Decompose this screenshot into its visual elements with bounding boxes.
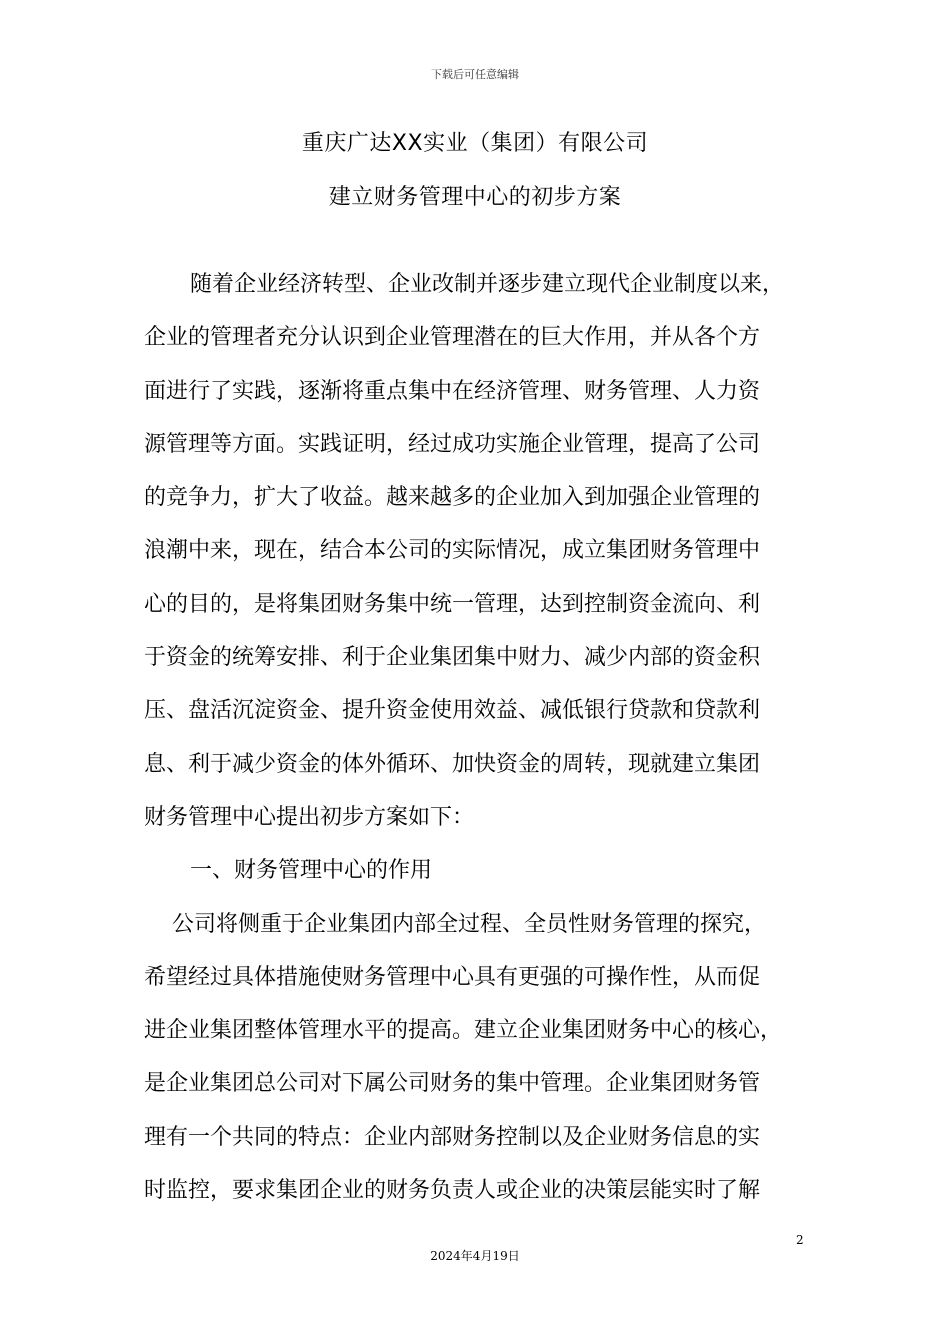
paragraph-line: 于资金的统筹安排、利于企业集团集中财力、减少内部的资金积 [144, 645, 761, 671]
paragraph-line: 企业的管理者充分认识到企业管理潜在的巨大作用，并从各个方 [144, 325, 761, 351]
page-number: 2 [796, 1233, 804, 1247]
paragraph-line: 压、盘活沉淀资金、提升资金使用效益、减低银行贷款和贷款利 [144, 698, 761, 724]
paragraph-line: 浪潮中来，现在，结合本公司的实际情况，成立集团财务管理中 [144, 538, 761, 564]
document-body [144, 258, 824, 1217]
paragraph-line: 心的目的，是将集团财务集中统一管理，达到控制资金流向、利 [144, 591, 761, 617]
paragraph-line: 随着企业经济转型、企业改制并逐步建立现代企业制度以来， [190, 272, 785, 297]
paragraph-line: 面进行了实践，逐渐将重点集中在经济管理、财务管理、人力资 [144, 378, 761, 404]
paragraph-line: 财务管理中心提出初步方案如下： [144, 804, 475, 830]
paragraph-line: 进企业集团整体管理水平的提高。建立企业集团财务中心的核心， [144, 1018, 783, 1044]
paragraph-line: 源管理等方面。实践证明，经过成功实施企业管理，提高了公司 [144, 431, 761, 457]
paragraph-line: 是企业集团总公司对下属公司财务的集中管理。企业集团财务管 [144, 1071, 761, 1097]
document-subtitle: 建立财务管理中心的初步方案 [328, 185, 622, 210]
paragraph-line: 息、利于减少资金的体外循环、加快资金的周转，现就建立集团 [144, 751, 761, 777]
paragraph-line: 的竞争力，扩大了收益。越来越多的企业加入到加强企业管理的 [144, 485, 761, 511]
paragraph-line: 希望经过具体措施使财务管理中心具有更强的可操作性，从而促 [144, 964, 761, 990]
footer-date: 2024年4月19日 [430, 1249, 520, 1263]
header-note: 下载后可任意编辑 [431, 68, 519, 81]
paragraph-line: 公司将侧重于企业集团内部全过程、全员性财务管理的探究， [172, 911, 767, 937]
paragraph-line: 理有一个共同的特点：企业内部财务控制以及企业财务信息的实 [144, 1124, 761, 1150]
section-heading: 一、财务管理中心的作用 [190, 858, 433, 884]
paragraph-line: 时监控，要求集团企业的财务负责人或企业的决策层能实时了解 [144, 1178, 761, 1204]
document-title: 重庆广达XX实业（集团）有限公司 [301, 131, 649, 156]
